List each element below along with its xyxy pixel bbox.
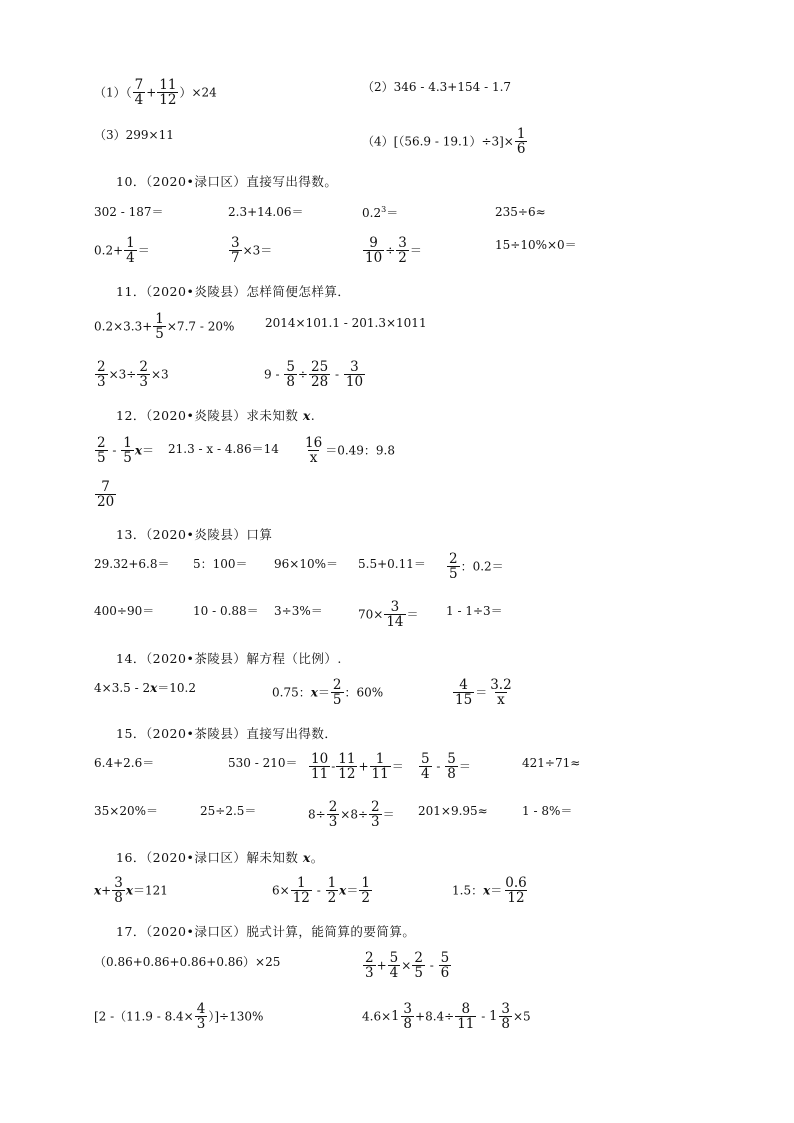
question-12-header: 12．（2020•炎陵县）求未知数 x. [116,408,316,423]
q14-e1: 4×3.5 - 2x＝10.2 [94,681,196,695]
q15-a1: 6.4+2.6＝ [94,756,155,770]
q15-a4: $\frac{5}{4}$ - $\frac{5}{8}$ ＝ [421,751,471,783]
question-14-header: 14．（2020•茶陵县）解方程（比例）. [116,651,342,666]
q10-a3: $0.2^3=$ [362,205,399,220]
fraction: $\frac{5}{6}$ [440,950,450,982]
q12-e3: $\frac{16}{x}$ ＝0.49：9.8 [305,435,395,467]
q10-a4: 235÷6≈ [495,205,546,219]
q15-a5: 421÷71≈ [522,756,581,770]
fraction: $\frac{5}{4}$ [389,950,399,982]
fraction: $\frac{3}{2}$ [398,235,407,267]
problem-2: （2）346 - 4.3+154 - 1.7 [362,80,512,94]
q17-e1: （0.86+0.86+0.86+0.86）×25 [94,955,281,969]
fraction: $\frac{1}{5}$ [123,435,132,467]
q13-b4: 70× $\frac{3}{14}$ ＝ [358,599,419,631]
q16-e3: 1.5：x＝ $\frac{0.6}{12}$ [452,875,527,907]
question-11-header: 11．（2020•炎陵县）怎样简便怎样算． [116,284,351,299]
q11-e2: 2014×101.1 - 201.3×1011 [265,316,427,330]
fraction: $\frac{2}{3}$ [371,799,380,831]
fraction: $\frac{5}{8}$ [447,751,456,783]
question-13-header: 13．（2020•炎陵县）口算 [116,527,273,542]
fraction: $\frac{1}{12}$ [292,875,310,907]
q17-e3: [2 -（11.9 - 8.4× $\frac{4}{3}$ ）]÷130% [94,1001,264,1033]
q17-e2: $\frac{2}{3}$ + $\frac{5}{4}$ × $\frac{2}{5}$ - $\frac{5}{6}$ [365,950,450,982]
fraction: $\frac{2}{5}$ [97,435,106,467]
fraction: $\frac{0.6}{12}$ [505,875,527,907]
q15-b2: 25÷2.5＝ [200,804,257,818]
question-15-header: 15．（2020•茶陵县）直接写出得数． [116,726,338,741]
fraction: $\frac{11}{12}$ [338,751,356,783]
fraction: $\frac{1}{2}$ [327,875,337,907]
fraction: $\frac{4}{3}$ [196,1001,206,1033]
fraction: $\frac{3}{8}$ [403,1001,413,1033]
q12-e1-answer [94,480,117,509]
fraction: $\frac{3}{8}$ [114,875,123,907]
fraction: $\frac{2}{5}$ [332,677,342,709]
q14-e2: 0.75：x＝ $\frac{2}{5}$ ：60% [272,677,384,709]
q15-b5: 1 - 8%＝ [522,804,573,818]
fraction: $\frac{3}{10}$ [345,359,364,391]
fraction: $\frac{7}{4}$ [134,77,144,109]
q11-e1: 0.2×3.3+ $\frac{1}{5}$ ×7.7 - 20% [94,311,235,343]
fraction: $\frac{11}{12}$ [159,77,177,109]
fraction: $\frac{9}{10}$ [365,235,383,267]
q14-e3: $\frac{4}{15}$ ＝ $\frac{3.2}{x}$ [455,677,512,709]
q13-a5: $\frac{2}{5}$ ：0.2＝ [449,551,504,583]
q15-a2: 530 - 210＝ [228,756,298,770]
fraction: $\frac{2}{3}$ [139,359,148,391]
fraction: $\frac{2}{3}$ [97,359,106,391]
q12-e2: 21.3 - x - 4.86＝14 [168,442,279,456]
q10-b2: $\frac{3}{7}$ ×3＝ [231,235,273,267]
q12-e1: $\frac{2}{5}$ - $\frac{1}{5}$ x＝ [97,435,155,467]
fraction: $\frac{1}{6}$ [516,126,526,158]
fraction: $\frac{16}{x}$ [305,435,323,467]
q11-e3: $\frac{2}{3}$ ×3÷ $\frac{2}{3}$ ×3 [97,359,169,391]
mixed-number: 1 $\frac{3}{8}$ [391,1001,413,1033]
q15-a3: $\frac{10}{11}$ - $\frac{11}{12}$ + $\frac{1}{11}$ ＝ [311,751,404,783]
q16-e2: 6× $\frac{1}{12}$ - $\frac{1}{2}$ x＝ $\frac{1}{2}$ [272,875,370,907]
fraction: $\frac{2}{3}$ [328,799,338,831]
question-16-header: 16．（2020•渌口区）解未知数 x。 [116,850,324,865]
fraction: $\frac{1}{4}$ [126,235,135,267]
fraction: $\frac{3}{8}$ [501,1001,510,1033]
q13-b5: 1 - 1÷3＝ [446,604,503,618]
q13-b2: 10 - 0.88＝ [193,604,259,618]
q11-e4: 9 - $\frac{5}{8}$ ÷ $\frac{25}{28}$ - $\frac{3}{10}$ [264,359,364,391]
fraction: $\frac{5}{8}$ [286,359,295,391]
q10-a1: 302 - 187＝ [94,205,164,219]
q10-b1: 0.2+ $\frac{1}{4}$ ＝ [94,235,150,267]
fraction: $\frac{4}{15}$ [455,677,473,709]
q13-b1: 400÷90＝ [94,604,155,618]
fraction: $\frac{5}{4}$ [421,751,430,783]
fraction: $\frac{1}{5}$ [155,311,164,343]
fraction: $\frac{3}{7}$ [231,235,240,267]
q15-b3: 8÷ $\frac{2}{3}$ ×8÷ $\frac{2}{3}$ ＝ [308,799,395,831]
fraction: $\frac{3.2}{x}$ [490,677,512,709]
fraction: $\frac{25}{28}$ [310,359,329,391]
problem-1: （1）（ $\frac{7}{4}$ + $\frac{11}{12}$ ）×24 [94,77,217,109]
fraction: $\frac{2}{3}$ [365,950,374,982]
q13-b3: 3÷3%＝ [274,604,323,618]
q10-b3: $\frac{9}{10}$ ÷ $\frac{3}{2}$ ＝ [365,235,422,267]
fraction: $\frac{2}{5}$ [414,950,423,982]
question-17-header: 17．（2020•渌口区）脱式计算，能简算的要简算。 [116,924,416,939]
q13-a4: 5.5+0.11＝ [358,557,426,571]
mixed-number: 1 $\frac{3}{8}$ [489,1001,510,1033]
fraction: $\frac{3}{14}$ [386,599,404,631]
q15-b1: 35×20%＝ [94,804,158,818]
fraction: $\frac{1}{11}$ [371,751,389,783]
problem-3: （3）299×11 [94,128,174,142]
fraction: $\frac{8}{11}$ [457,1001,475,1033]
q10-a2: 2.3+14.06＝ [228,205,304,219]
problem-4: （4）[（56.9 - 19.1）÷3]× $\frac{1}{6}$ [362,126,526,158]
fraction: $\frac{7}{20}$ [97,479,115,511]
q10-b4: 15÷10%×0＝ [495,238,577,252]
fraction: $\frac{1}{2}$ [361,875,370,907]
q16-e1: x+ $\frac{3}{8}$ x＝121 [94,875,168,907]
q13-a2: 5：100＝ [193,557,248,571]
fraction: $\frac{10}{11}$ [311,751,329,783]
question-10-header: 10．（2020•渌口区）直接写出得数。 [116,174,338,189]
q17-e4: 4.6× 1 $\frac{3}{8}$ +8.4÷ $\frac{8}{11}$ - 1 $\frac{3}{8}$ ×5 [362,1001,531,1033]
fraction: $\frac{2}{5}$ [449,551,458,583]
q13-a1: 29.32+6.8＝ [94,557,170,571]
q15-b4: 201×9.95≈ [418,804,488,818]
q13-a3: 96×10%＝ [274,557,338,571]
